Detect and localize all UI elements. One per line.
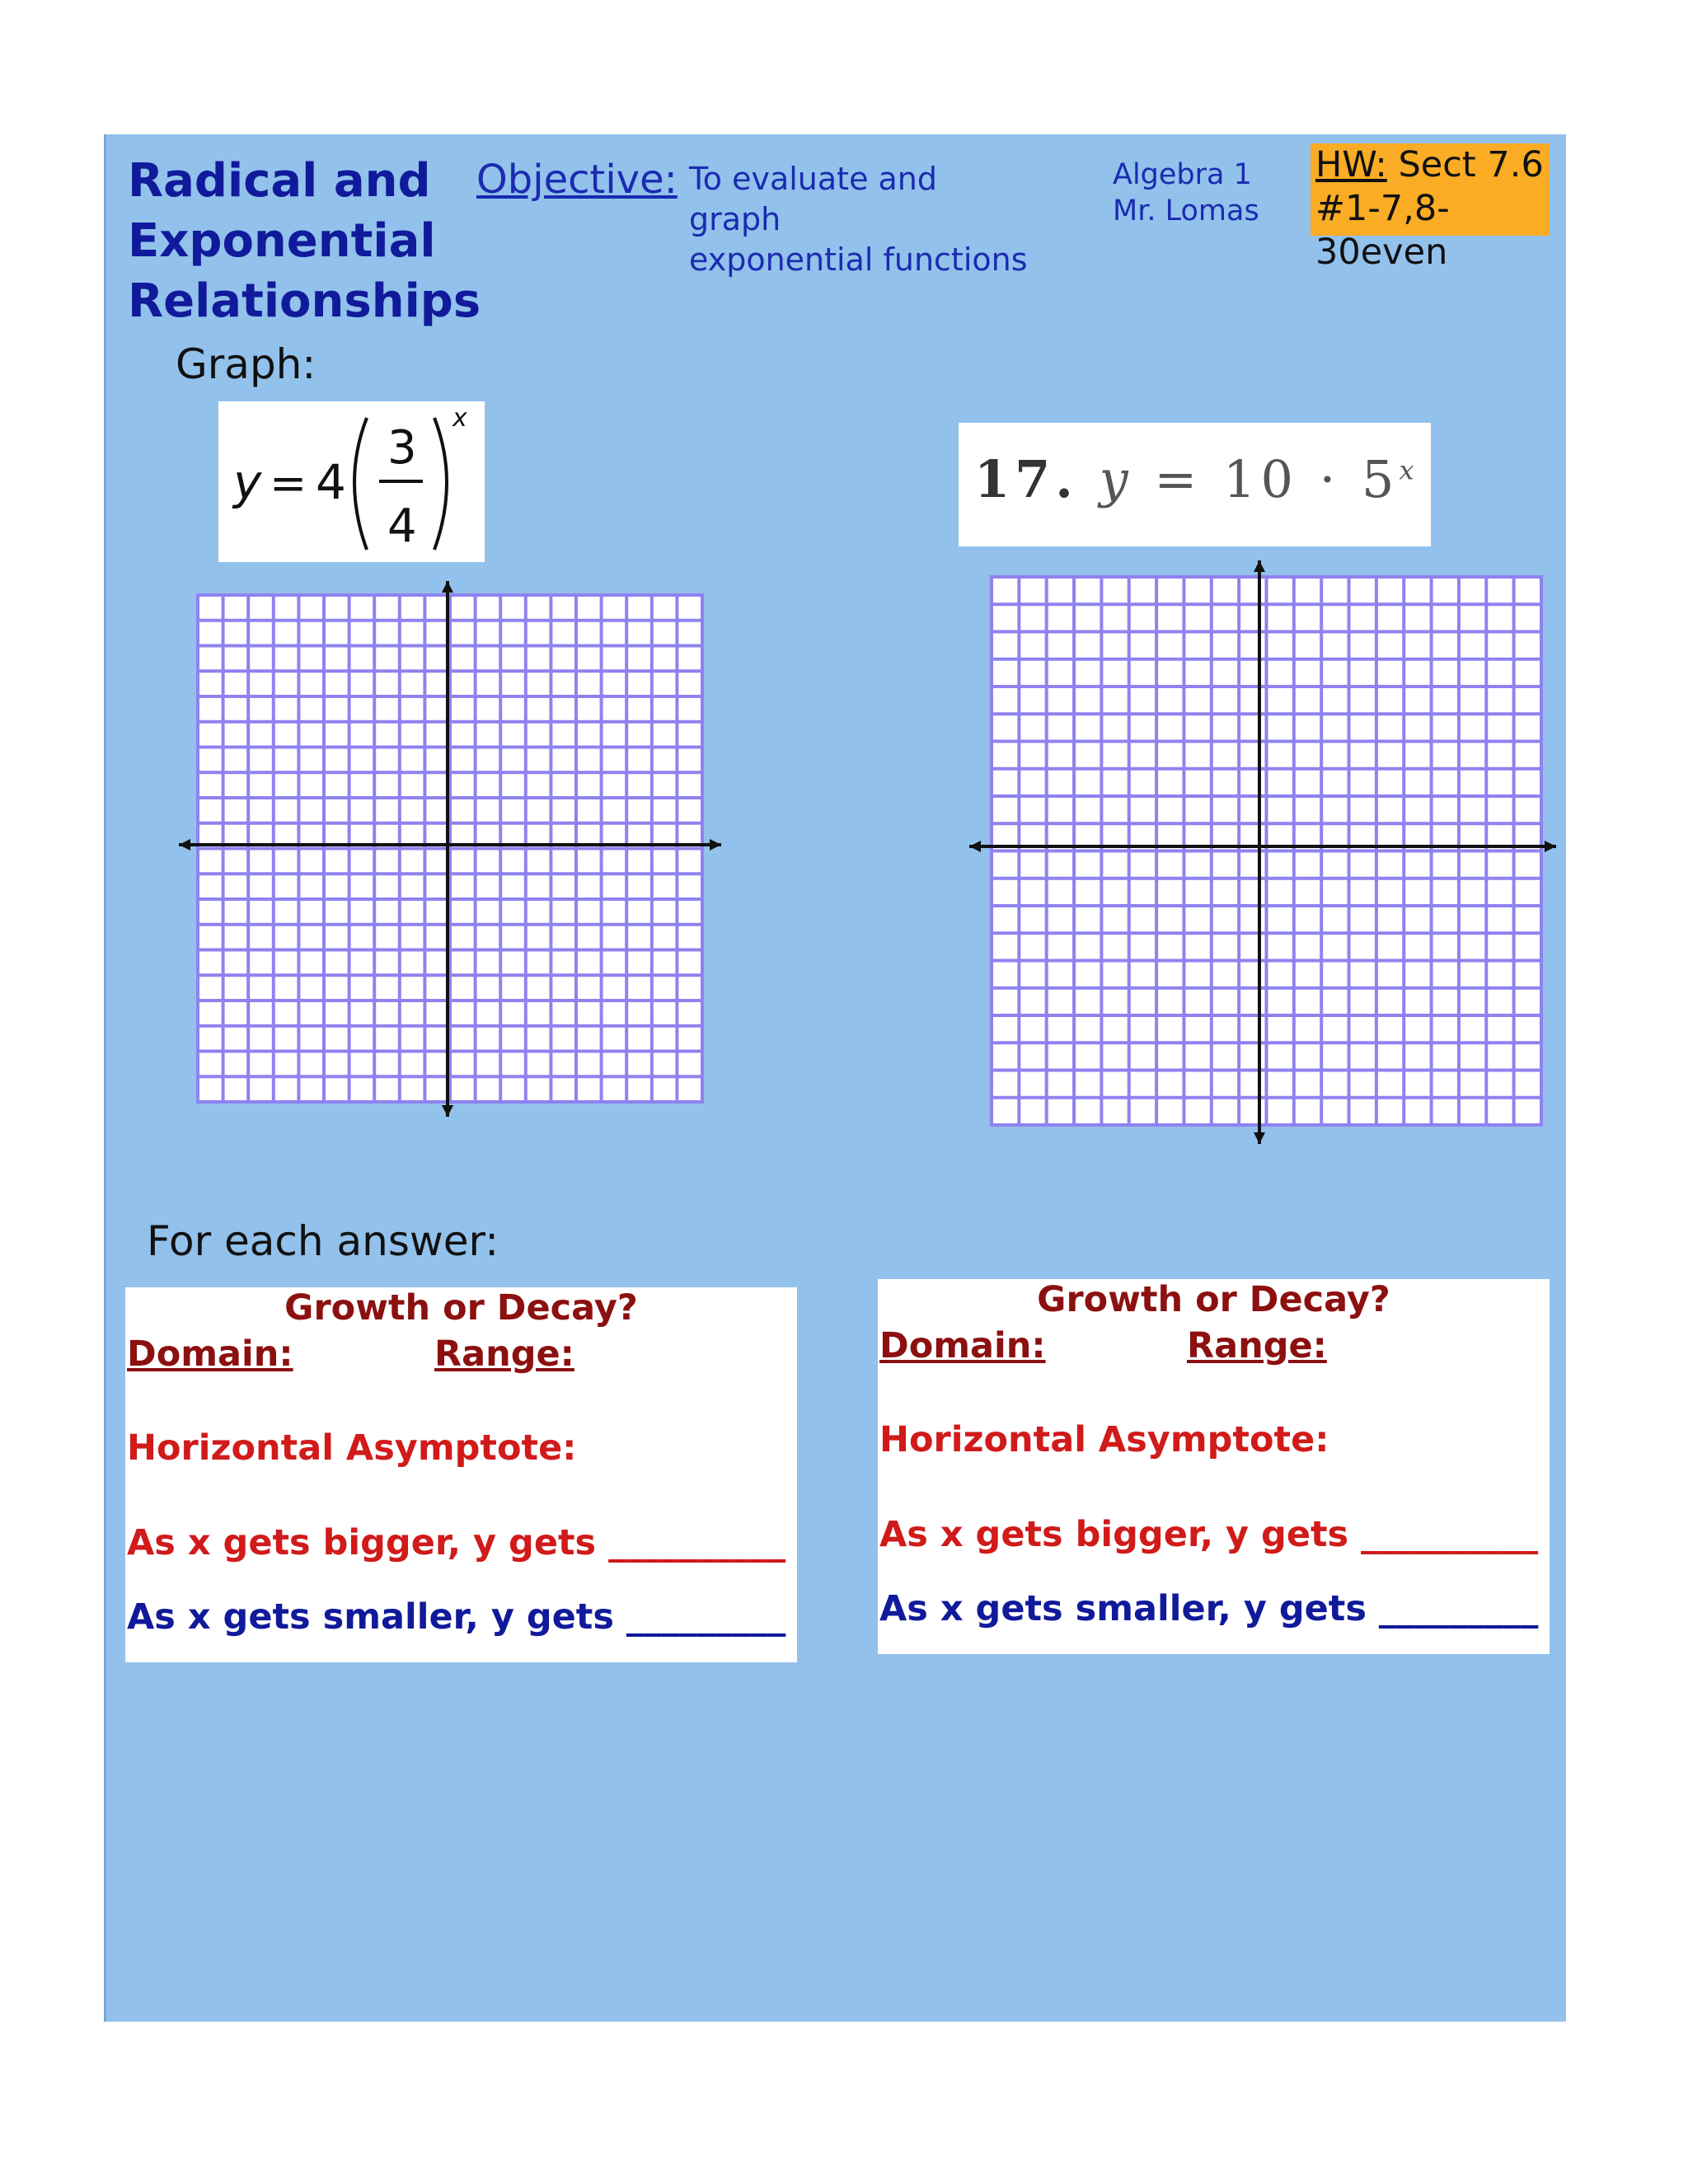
- answer-box-2: [878, 1279, 1550, 1654]
- smaller-prompt: As x gets smaller, y gets _________: [127, 1596, 786, 1638]
- smaller-prompt: As x gets smaller, y gets _________: [879, 1588, 1539, 1629]
- bigger-prompt: As x gets bigger, y gets __________: [879, 1514, 1539, 1555]
- arrow-up-icon: [1254, 560, 1265, 572]
- problem-number: 17.: [974, 449, 1078, 509]
- range-label: Range:: [434, 1333, 574, 1375]
- arrow-left-icon: [179, 839, 190, 851]
- equation-1: [218, 401, 485, 562]
- arrow-right-icon: [1545, 841, 1556, 852]
- bigger-prompt: As x gets bigger, y gets __________: [127, 1522, 786, 1563]
- arrow-down-icon: [442, 1105, 453, 1117]
- equation-2-y: y: [1099, 449, 1133, 509]
- objective-label: Objective:: [476, 157, 678, 203]
- range-label: Range:: [1187, 1325, 1327, 1366]
- horizontal-asymptote-label: Horizontal Asymptote:: [879, 1419, 1329, 1460]
- hw-section: Sect 7.6: [1386, 144, 1544, 185]
- growth-or-decay: Growth or Decay?: [284, 1287, 638, 1329]
- equation-2: [974, 449, 1419, 509]
- equation-2-exponent: x: [1399, 454, 1419, 486]
- course-name: Algebra 1: [1113, 158, 1252, 191]
- left-paren-icon: [354, 418, 367, 550]
- for-each-answer-label: For each answer:: [147, 1217, 499, 1265]
- answer-box-1: [125, 1287, 797, 1662]
- hw-label: HW:: [1315, 144, 1387, 185]
- title-line-2: Exponential: [128, 214, 436, 268]
- equation-1-numerator: 3: [387, 421, 417, 475]
- arrow-down-icon: [1254, 1132, 1265, 1144]
- coordinate-grid-2[interactable]: [964, 552, 1566, 1150]
- objective-line-2: exponential functions: [689, 241, 1028, 278]
- equation-1-equals: =: [270, 457, 307, 509]
- domain-label: Domain:: [127, 1333, 293, 1375]
- domain-label: Domain:: [879, 1325, 1046, 1366]
- equation-1-box: [218, 401, 485, 562]
- right-paren-icon: [434, 418, 447, 550]
- hw-problems: #1-7,8-30even: [1315, 188, 1450, 273]
- equation-1-coefficient: 4: [316, 454, 346, 510]
- arrow-up-icon: [442, 581, 453, 593]
- page-title: [128, 151, 490, 331]
- equation-1-y: y: [233, 454, 262, 510]
- equation-1-exponent: x: [452, 404, 467, 433]
- equation-2-rhs: 10 · 5: [1223, 449, 1400, 509]
- title-line-1: Radical and: [128, 154, 431, 208]
- equation-1-denominator: 4: [387, 499, 417, 553]
- homework-box: [1311, 143, 1550, 273]
- graph-label: Graph:: [176, 340, 316, 388]
- horizontal-asymptote-label: Horizontal Asymptote:: [127, 1427, 577, 1469]
- arrow-left-icon: [969, 841, 981, 852]
- coordinate-grid-1[interactable]: [173, 577, 734, 1121]
- objective-line-1: To evaluate and graph: [689, 161, 938, 237]
- equation-2-equals: =: [1154, 449, 1203, 509]
- teacher-name: Mr. Lomas: [1113, 194, 1259, 227]
- objective-text: [689, 159, 1035, 280]
- title-line-3: Relationships: [128, 274, 481, 328]
- growth-or-decay: Growth or Decay?: [1037, 1279, 1390, 1320]
- course-info: [1113, 157, 1259, 229]
- arrow-right-icon: [710, 839, 721, 851]
